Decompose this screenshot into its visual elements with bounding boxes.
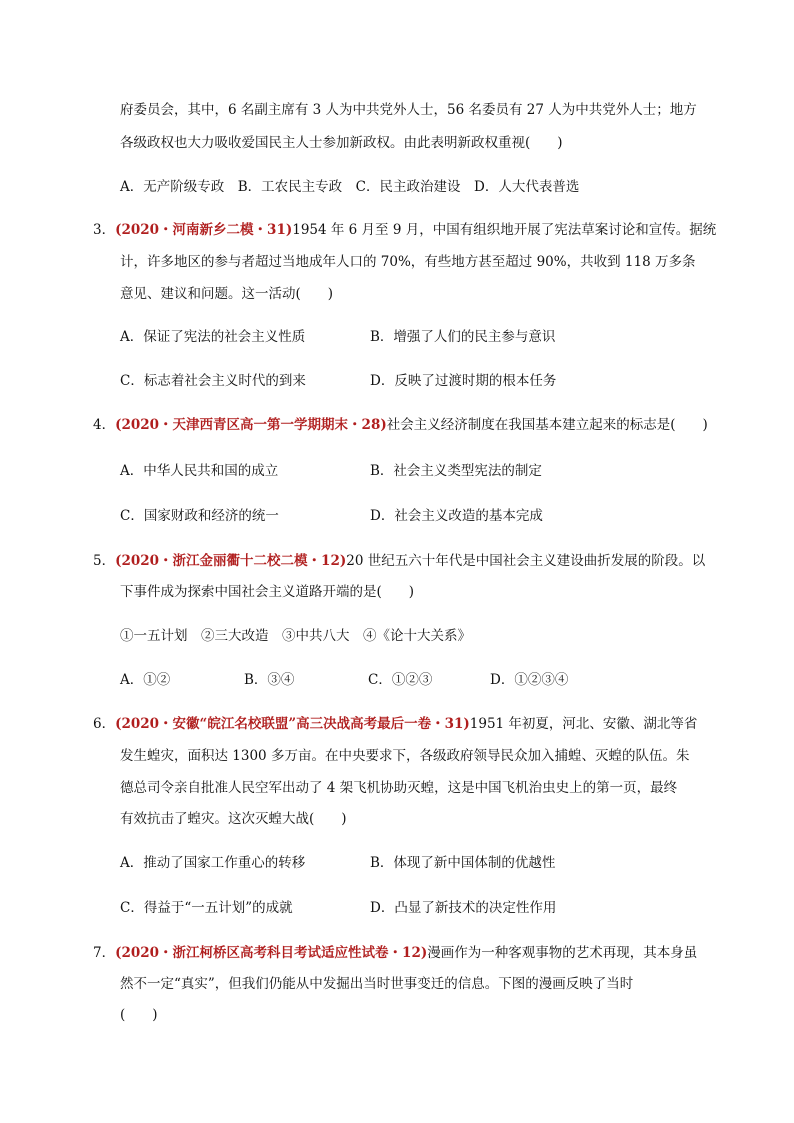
q6-source: (2020・安徽“皖江名校联盟”高三决战高考最后一卷・31) xyxy=(115,716,470,732)
q5-option-d: D．①②③④ xyxy=(490,672,569,688)
q6-number: 6． xyxy=(93,716,116,732)
q4-option-c: C．国家财政和经济的统一 xyxy=(120,508,279,524)
q3-option-c: C．标志着社会主义时代的到来 xyxy=(120,373,306,389)
q4-option-d: D．社会主义改造的基本完成 xyxy=(370,508,543,524)
q6-text-line-1: 1951 年初夏，河北、安徽、湖北等省 xyxy=(469,716,698,732)
q7-line-1 xyxy=(93,943,697,963)
q3-option-d: D．反映了过渡时期的根本任务 xyxy=(370,373,557,389)
q3-line-1 xyxy=(93,220,716,240)
q3-option-b: B．增强了人们的民主参与意识 xyxy=(370,329,556,345)
q4-text-line-1: 社会主义经济制度在我国基本建立起来的标志是( ) xyxy=(386,417,708,433)
q3-text-line-3: 意见、建议和问题。这一活动( ) xyxy=(120,286,334,302)
q7-source: (2020・浙江柯桥区高考科目考试适应性试卷・12) xyxy=(115,945,428,961)
q6-option-a: A．推动了国家工作重心的转移 xyxy=(120,855,306,871)
q2-text-line-2: 各级政权也大力吸收爱国民主人士参加新政权。由此表明新政权重视( ) xyxy=(120,135,563,151)
q5-source: (2020・浙江金丽衢十二校二模・12) xyxy=(115,553,347,569)
q4-number: 4． xyxy=(93,417,116,433)
q7-number: 7． xyxy=(93,945,116,961)
q7-text-line-1: 漫画作为一种客观事物的艺术再现，其本身虽 xyxy=(427,945,698,961)
q3-text-line-1: 1954 年 6 月至 9 月，中国有组织地开展了宪法草案讨论和宣传。据统 xyxy=(292,222,717,238)
q6-text-line-4: 有效抗击了蝗灾。这次灭蝗大战( ) xyxy=(120,811,347,827)
q5-option-a: A．①② xyxy=(120,672,171,688)
q6-text-line-2: 发生蝗灾，面积达 1300 多万亩。在中央要求下，各级政府领导民众加入捕蝗、灭蝗的队伍。朱 xyxy=(120,748,690,764)
q5-option-c: C．①②③ xyxy=(368,672,433,688)
q4-option-a: A．中华人民共和国的成立 xyxy=(120,463,279,479)
q5-line-1 xyxy=(93,551,705,571)
q4-line-1 xyxy=(93,415,708,435)
q6-option-c: C．得益于“一五计划”的成就 xyxy=(120,900,293,916)
q4-option-b: B．社会主义类型宪法的制定 xyxy=(370,463,542,479)
q3-text-line-2: 计，许多地区的参与者超过当地成年人口的 70%，有些地方甚至超过 90%，共收到 118 万多条 xyxy=(120,254,696,270)
q2-options: A．无产阶级专政 B．工农民主专政 C．民主政治建设 D．人大代表普选 xyxy=(120,179,580,195)
q3-option-a: A．保证了宪法的社会主义性质 xyxy=(120,329,306,345)
q5-number: 5． xyxy=(93,553,116,569)
q4-source: (2020・天津西青区高一第一学期期末・28) xyxy=(115,417,387,433)
q5-items: ①一五计划 ②三大改造 ③中共八大 ④《论十大关系》 xyxy=(120,628,471,644)
q6-text-line-3: 德总司令亲自批准人民空军出动了 4 架飞机协助灭蝗，这是中国飞机治虫史上的第一页，最终 xyxy=(120,780,678,796)
q5-option-b: B．③④ xyxy=(244,672,295,688)
q6-line-1 xyxy=(93,714,697,734)
q2-text-line-1: 府委员会，其中，6 名副主席有 3 人为中共党外人士，56 名委员有 27 人为中共党外人士；地方 xyxy=(120,102,697,118)
q7-text-line-3: ( ) xyxy=(120,1007,158,1023)
q3-source: (2020・河南新乡二模・31) xyxy=(115,222,293,238)
q7-text-line-2: 然不一定“真实”，但我们仍能从中发掘出当时世事变迁的信息。下图的漫画反映了当时 xyxy=(120,976,634,992)
q5-text-line-2: 下事件成为探索中国社会主义道路开端的是( ) xyxy=(120,584,415,600)
q5-text-line-1: 20 世纪五六十年代是中国社会主义建设曲折发展的阶段。以 xyxy=(346,553,706,569)
q3-number: 3． xyxy=(93,222,116,238)
q6-option-b: B．体现了新中国体制的优越性 xyxy=(370,855,556,871)
q6-option-d: D．凸显了新技术的决定性作用 xyxy=(370,900,557,916)
